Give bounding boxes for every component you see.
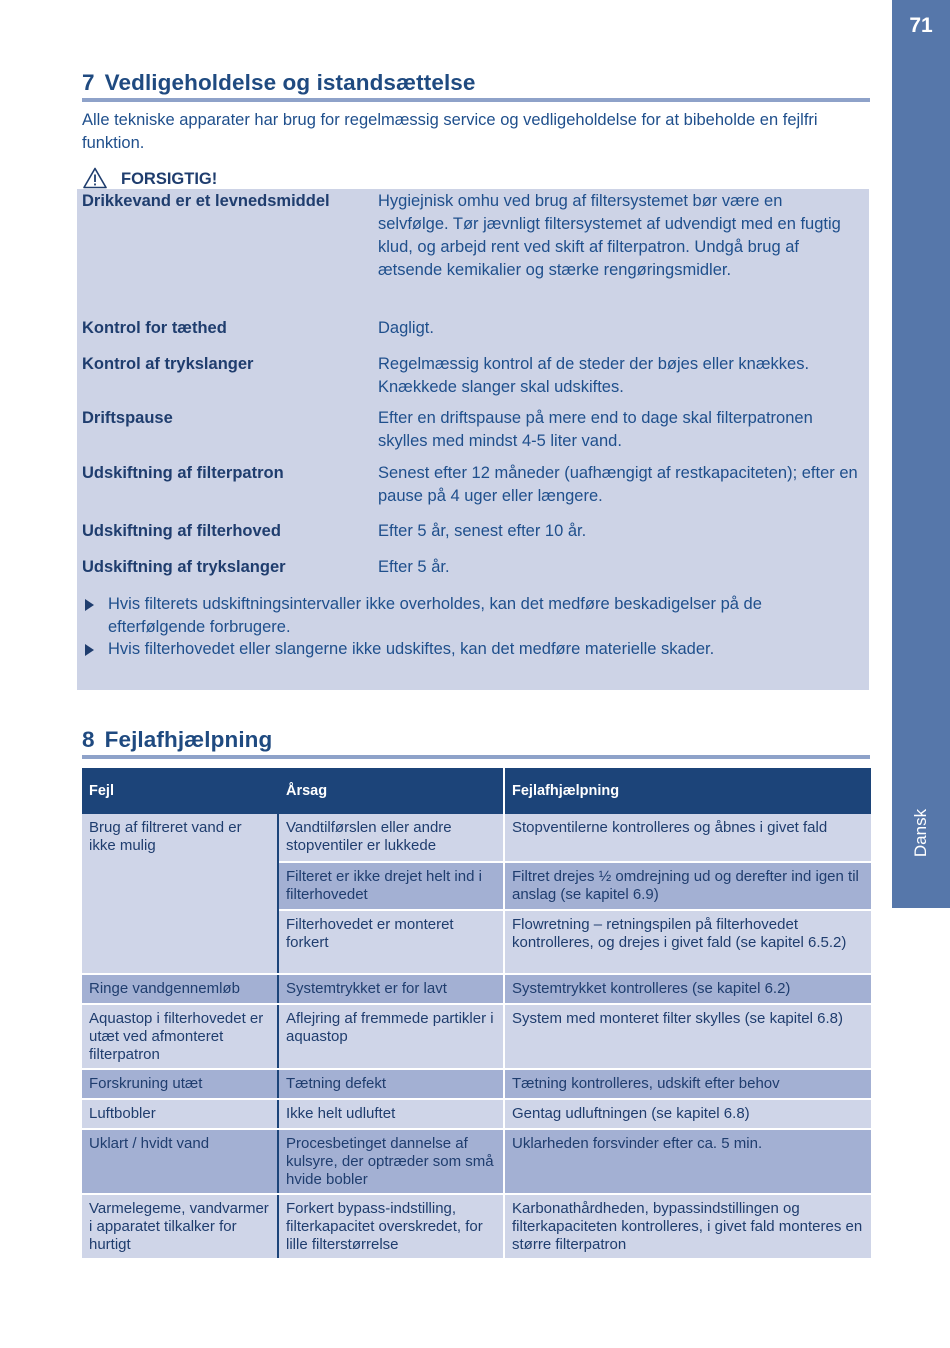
bullet-text: Hvis filterhovedet eller slangerne ikke udskiftes, kan det medføre materielle skader. [108, 640, 715, 658]
cell-aarsag: Filterhovedet er monteret forkert [278, 910, 504, 974]
cell-aarsag: Filteret er ikke drejet helt ind i filterhovedet [278, 862, 504, 910]
column-header-fejlafhjaelpning: Fejlafhjælpning [504, 768, 871, 814]
table-row [82, 974, 871, 1004]
section-7-intro: Alle tekniske apparater har brug for regelmæssig service og vedligeholdelse for at bibeholde en fejlfri funktion. [82, 111, 818, 152]
cell-fejlafhjaelpning: System med monteret filter skylles (se kapitel 6.8) [504, 1004, 871, 1069]
cell-fejlafhjaelpning: Flowretning – retningspilen på filterhovedet kontrolleres, og drejes i givet fald (se kapitel 6.5.2) [504, 910, 871, 974]
cell-aarsag: Vandtilførslen eller andre stopventiler er lukkede [278, 814, 504, 862]
maintenance-text: Senest efter 12 måneder (uafhængigt af restkapaciteten); efter en pause på 4 uger eller længere. [378, 464, 858, 505]
cell-fejlafhjaelpning: Uklarheden forsvinder efter ca. 5 min. [504, 1129, 871, 1194]
maintenance-text: Efter en driftspause på mere end to dage skal filterpatronen skylles med mindst 4-5 liter vand. [378, 409, 813, 450]
section-8-number: 8 [82, 727, 95, 752]
language-tab-label: Dansk [911, 808, 930, 858]
caution-notice [83, 161, 217, 189]
cell-fejlafhjaelpning: Tætning kontrolleres, udskift efter behov [504, 1069, 871, 1099]
cell-aarsag: Aflejring af fremmede partikler i aquastop [278, 1004, 504, 1069]
cell-fejl: Ringe vandgennemløb [82, 974, 278, 1004]
side-tab [892, 0, 950, 908]
table-row [82, 1099, 871, 1129]
cell-fejlafhjaelpning: Filtret drejes ½ omdrejning ud og derefter ind igen til anslag (se kapitel 6.9) [504, 862, 871, 910]
caution-label: FORSIGTIG! [121, 170, 218, 188]
cell-aarsag: Procesbetinget dannelse af kulsyre, der optræder som små hvide bobler [278, 1129, 504, 1194]
cell-fejl: Luftbobler [82, 1099, 278, 1129]
cell-fejl: Varmelegeme, vandvarmer i apparatet tilkalker for hurtigt [82, 1194, 278, 1259]
maintenance-label: Udskiftning af trykslanger [82, 558, 286, 576]
maintenance-text: Regelmæssig kontrol af de steder der bøjes eller knækkes. Knækkede slanger skal udskiftes. [378, 355, 810, 396]
cell-fejlafhjaelpning: Gentag udluftningen (se kapitel 6.8) [504, 1099, 871, 1129]
section-8-title: Fejlafhjælpning [104, 727, 273, 752]
section-8-rule [82, 755, 870, 759]
bullet-triangle-icon [85, 599, 94, 611]
cell-fejlafhjaelpning: Systemtrykket kontrolleres (se kapitel 6.2) [504, 974, 871, 1004]
table-row [82, 1129, 871, 1194]
section-7-rule [82, 98, 870, 102]
cell-aarsag: Tætning defekt [278, 1069, 504, 1099]
section-8-heading [82, 727, 272, 753]
bullet-text: Hvis filterets udskiftningsintervaller ikke overholdes, kan det medføre beskadigelser på de efterfølgende forbrugere. [108, 595, 762, 636]
maintenance-text: Efter 5 år, senest efter 10 år. [378, 522, 587, 540]
cell-aarsag: Ikke helt udluftet [278, 1099, 504, 1129]
maintenance-text: Efter 5 år. [378, 558, 450, 576]
maintenance-label: Driftspause [82, 409, 173, 427]
maintenance-label: Kontrol af trykslanger [82, 355, 254, 373]
cell-fejl: Aquastop i filterhovedet er utæt ved afmonteret filterpatron [82, 1004, 278, 1069]
table-header-row [82, 768, 871, 814]
column-header-aarsag: Årsag [278, 768, 504, 814]
page-number: 71 [909, 14, 933, 37]
maintenance-label: Udskiftning af filterpatron [82, 464, 284, 482]
cell-aarsag: Forkert bypass-indstilling, filterkapacitet overskredet, for lille filterstørrelse [278, 1194, 504, 1259]
troubleshooting-table [82, 768, 871, 1260]
table-row [82, 1194, 871, 1259]
maintenance-label: Udskiftning af filterhoved [82, 522, 281, 540]
maintenance-text: Dagligt. [378, 319, 434, 337]
table-row [82, 1004, 871, 1069]
warning-icon [83, 167, 107, 189]
maintenance-text: Hygiejnisk omhu ved brug af filtersystemet bør være en selvfølge. Tør jævnligt filtersystemet af udvendigt med en fugtig klud, og arbejd rent ved skift af filterpatron. Undgå brug af ætsende kemikalier og stærke rengøringsmidler. [378, 192, 841, 279]
cell-fejlafhjaelpning: Stopventilerne kontrolleres og åbnes i givet fald [504, 814, 871, 862]
maintenance-label: Drikkevand er et levnedsmiddel [82, 192, 330, 210]
table-row [82, 1069, 871, 1099]
section-7-number: 7 [82, 70, 95, 95]
section-7-heading [82, 70, 476, 96]
maintenance-label: Kontrol for tæthed [82, 319, 227, 337]
section-7-title: Vedligeholdelse og istandsættelse [104, 70, 476, 95]
bullet-triangle-icon [85, 644, 94, 656]
cell-fejl: Uklart / hvidt vand [82, 1129, 278, 1194]
table-row [82, 814, 871, 862]
column-header-fejl: Fejl [82, 768, 278, 814]
cell-aarsag: Systemtrykket er for lavt [278, 974, 504, 1004]
cell-fejl: Brug af filtreret vand er ikke mulig [82, 814, 278, 974]
cell-fejl: Forskruning utæt [82, 1069, 278, 1099]
cell-fejlafhjaelpning: Karbonathårdheden, bypassindstillingen og filterkapaciteten kontrolleres, i givet fald monteres en større filterpatron [504, 1194, 871, 1259]
